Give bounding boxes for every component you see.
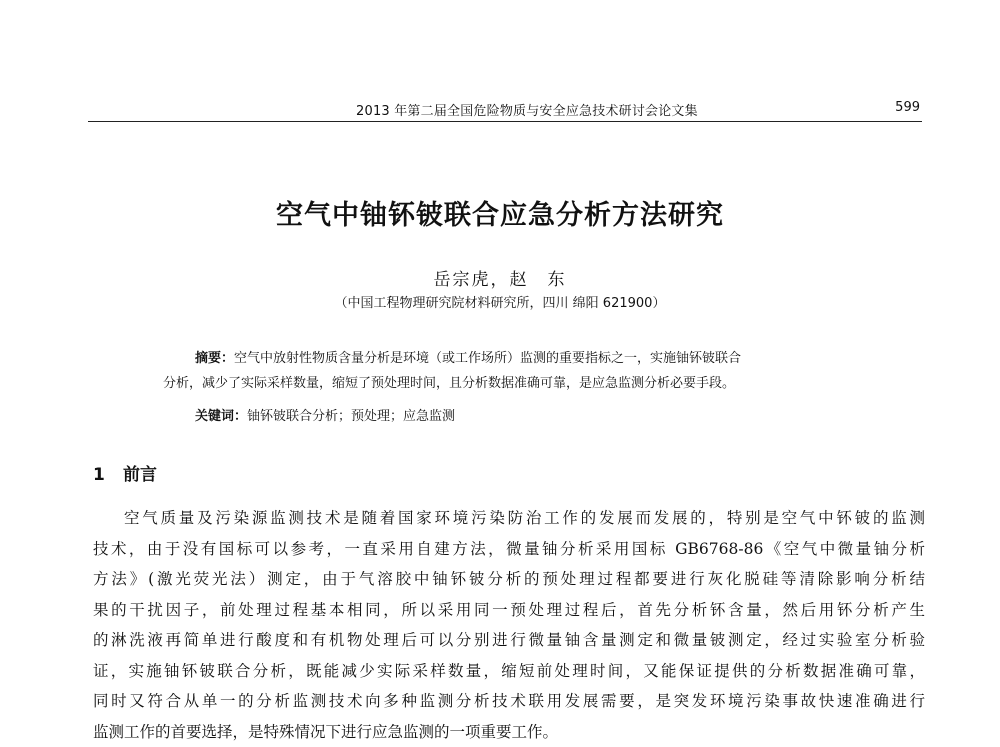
affiliation: （中国工程物理研究院材料研究所，四川 绵阳 621900） bbox=[0, 292, 1000, 311]
body-line: 同时又符合从单一的分析监测技术向多种监测分析技术联用发展需要，是突发环境污染事故快速准确进行 bbox=[93, 686, 925, 717]
keywords bbox=[195, 405, 455, 424]
keywords-label: 关键词： bbox=[195, 409, 247, 424]
section-number: 1 bbox=[93, 465, 123, 485]
page-number: 599 bbox=[895, 100, 920, 115]
section-heading bbox=[93, 460, 157, 485]
abstract-text-2: 分析，减少了实际采样数量，缩短了预处理时间，且分析数据准确可靠，是应急监测分析必要手段。 bbox=[163, 371, 863, 396]
abstract-text-1: 空气中放射性物质含量分析是环境（或工作场所）监测的重要指标之一，实施铀钚铍联合 bbox=[234, 351, 741, 366]
authors: 岳宗虎，赵 东 bbox=[0, 265, 1000, 290]
body-line: 方法》(激光荧光法）测定，由于气溶胶中铀钚铍分析的预处理过程都要进行灰化脱硅等清除影响分析结 bbox=[93, 564, 925, 595]
body-line: 空气质量及污染源监测技术是随着国家环境污染防治工作的发展而发展的，特别是空气中钚铍的监测 bbox=[93, 503, 925, 534]
body-line: 果的干扰因子，前处理过程基本相同，所以采用同一预处理过程后，首先分析钚含量，然后用钚分析产生 bbox=[93, 595, 925, 626]
body-line: 技术，由于没有国标可以参考，一直采用自建方法，微量铀分析采用国标 GB6768-86《空气中微量铀分析 bbox=[93, 534, 925, 565]
journal-title: 2013 年第二届全国危险物质与安全应急技术研讨会论文集 bbox=[356, 100, 698, 119]
body-paragraph bbox=[93, 503, 925, 747]
abstract bbox=[163, 346, 863, 396]
body-line: 证，实施铀钚铍联合分析，既能减少实际采样数量，缩短前处理时间，又能保证提供的分析数据准确可靠， bbox=[93, 656, 925, 687]
paper-title: 空气中铀钚铍联合应急分析方法研究 bbox=[0, 193, 1000, 232]
abstract-line-1 bbox=[163, 346, 863, 371]
section-title: 前言 bbox=[123, 465, 157, 485]
body-line: 监测工作的首要选择，是特殊情况下进行应急监测的一项重要工作。 bbox=[93, 717, 925, 747]
running-header bbox=[88, 97, 922, 122]
keywords-text: 铀钚铍联合分析；预处理；应急监测 bbox=[247, 409, 455, 424]
abstract-label: 摘要： bbox=[195, 351, 234, 366]
body-line: 的淋洗液再简单进行酸度和有机物处理后可以分别进行微量铀含量测定和微量铍测定，经过实验室分析验 bbox=[93, 625, 925, 656]
